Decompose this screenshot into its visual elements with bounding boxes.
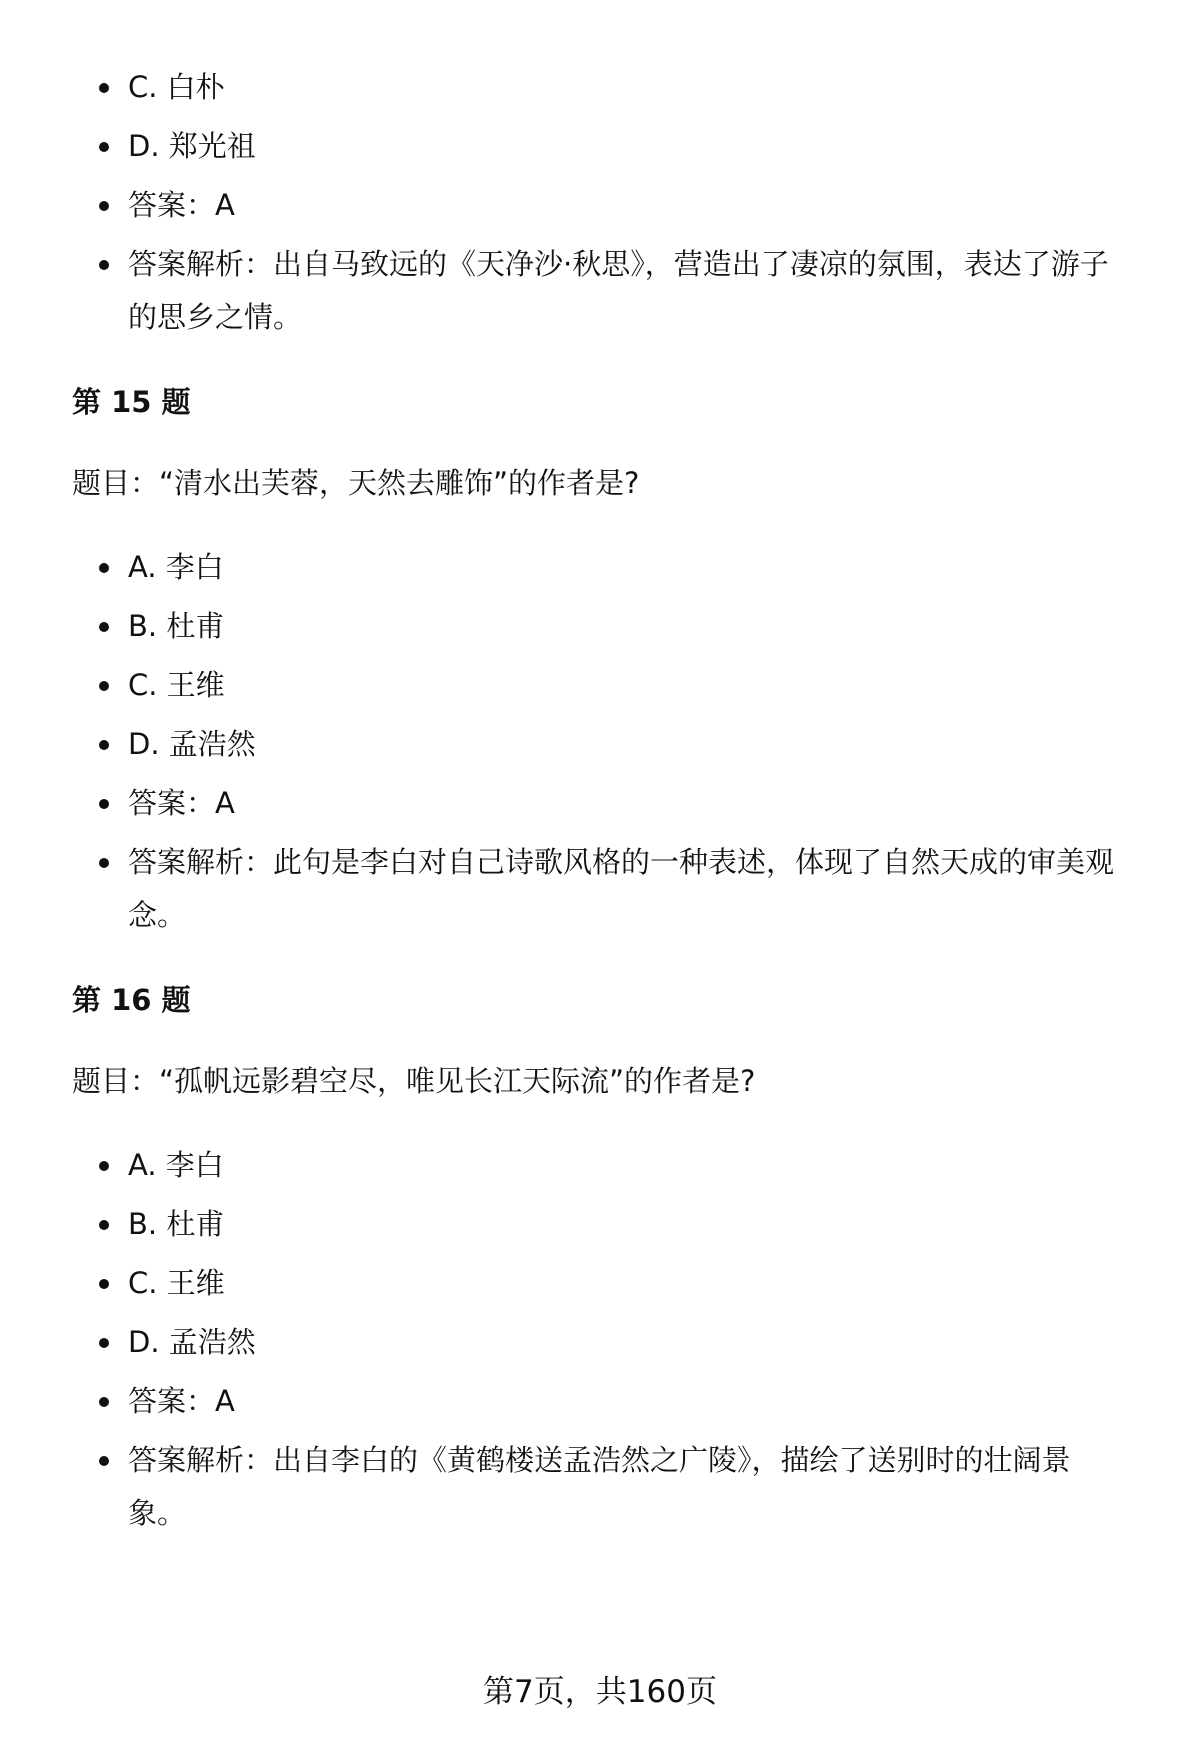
option-item: C. 王维 xyxy=(72,656,1152,715)
answer-item: 答案：A xyxy=(72,1372,1152,1431)
option-item: A. 李白 xyxy=(72,538,1152,597)
list-item: C. 白朴 xyxy=(72,58,1152,117)
page-content xyxy=(72,58,1152,1540)
answer-item: 答案：A xyxy=(72,774,1152,833)
question-heading: 第 15 题 xyxy=(72,385,191,419)
top-list xyxy=(72,58,1152,344)
options-list xyxy=(72,538,1152,942)
page-number: 第7页，共160页 xyxy=(483,1674,717,1710)
question-heading: 第 16 题 xyxy=(72,983,191,1017)
list-item: D. 郑光祖 xyxy=(72,117,1152,176)
question-text: 题目：“清水出芙蓉，天然去雕饰”的作者是? xyxy=(72,466,640,500)
option-item: D. 孟浩然 xyxy=(72,715,1152,774)
question-text: 题目：“孤帆远影碧空尽，唯见长江天际流”的作者是? xyxy=(72,1064,756,1098)
option-item: A. 李白 xyxy=(72,1136,1152,1195)
list-item: 答案：A xyxy=(72,176,1152,235)
option-item: B. 杜甫 xyxy=(72,597,1152,656)
list-item: 答案解析：出自马致远的《天净沙·秋思》，营造出了凄凉的氛围，表达了游子的思乡之情。 xyxy=(72,235,1118,344)
option-item: C. 王维 xyxy=(72,1254,1152,1313)
option-item: B. 杜甫 xyxy=(72,1195,1152,1254)
option-item: D. 孟浩然 xyxy=(72,1313,1152,1372)
explanation-item: 答案解析：出自李白的《黄鹤楼送孟浩然之广陵》，描绘了送别时的壮阔景象。 xyxy=(72,1431,1118,1540)
options-list xyxy=(72,1136,1152,1540)
explanation-item: 答案解析：此句是李白对自己诗歌风格的一种表述，体现了自然天成的审美观念。 xyxy=(72,833,1118,942)
